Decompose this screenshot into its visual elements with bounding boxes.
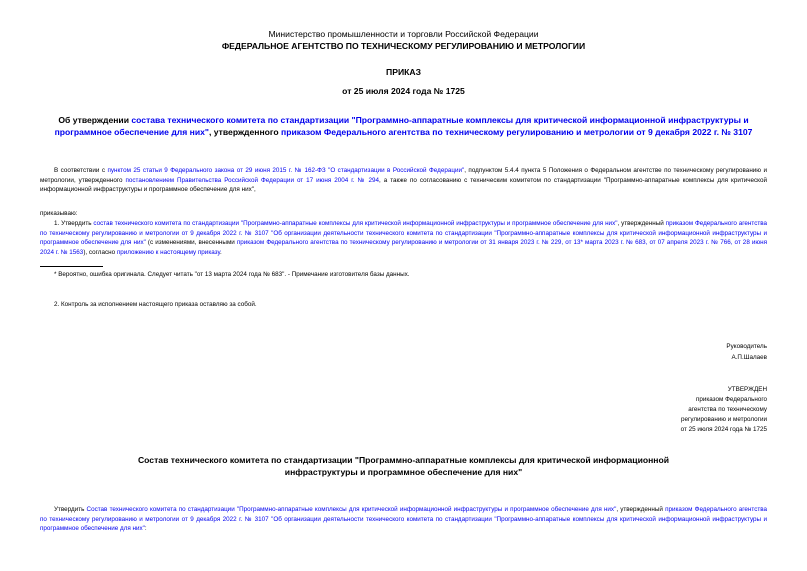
preamble-text-3: , а также по согласованию с техническим комитетом по стандартизации "Программно-аппаратные комплексы для критической информационной инфраструктуры и программное обеспечение для них", [40, 176, 768, 193]
preamble-link-law[interactable]: пунктом 25 статьи 9 Федерального закона от 29 июня 2015 г. № 162-ФЗ "О стандартизации в Российской Федерации" [107, 167, 465, 174]
item1-link-appendix[interactable]: приложению к настоящему приказу [116, 248, 220, 256]
appendix-text-2: , утвержденный [616, 506, 666, 513]
preamble-paragraph [40, 166, 767, 195]
order-heading: ПРИКАЗ [386, 67, 421, 77]
item1-link-composition[interactable]: состав технического комитета по стандартизации "Программно-аппаратные комплексы для критической информационной инфраструктуры и программное обеспечение для них" [93, 220, 618, 227]
approved-label: УТВЕРЖДЕН [727, 386, 767, 393]
item1-text-3: (с изменениями, внесенными [145, 239, 237, 246]
approved-line-2: агентства по техническому [688, 406, 767, 413]
item1-text-5: . [220, 248, 222, 256]
order-word: приказываю: [40, 210, 78, 217]
signature-position: Руководитель [726, 343, 767, 350]
appendix-paragraph [40, 505, 767, 534]
approved-line-3: регулированию и метрологии [681, 416, 767, 423]
appendix-link-composition[interactable]: Состав технического комитета по стандартизации "Программно-аппаратные комплексы для критической информационной инфраструктуры и программное обеспечение для них" [86, 506, 617, 513]
title-prefix: Об утверждении [58, 115, 132, 125]
ministry-name: Министерство промышленности и торговли Российской Федерации [268, 29, 539, 39]
item-2-paragraph: 2. Контроль за исполнением настоящего приказа оставляю за собой. [54, 301, 257, 308]
footnote-divider [40, 266, 103, 267]
title-link-order[interactable]: приказом Федерального агентства по техническому регулированию и метрологии от 9 декабря 2022 г. № 3107 [281, 126, 753, 137]
agency-name: ФЕДЕРАЛЬНОЕ АГЕНТСТВО ПО ТЕХНИЧЕСКОМУ РЕГУЛИРОВАНИЮ И МЕТРОЛОГИИ [221, 41, 586, 51]
item1-text-2: , утвержденный [617, 220, 666, 227]
signature-name: А.П.Шалаев [731, 354, 767, 361]
order-title [40, 115, 767, 138]
title-middle: , утвержденного [209, 126, 282, 137]
order-date: от 25 июля 2024 года № 1725 [342, 86, 465, 96]
appendix-text-1: Утвердить [54, 506, 87, 513]
appendix-text-3: : [144, 525, 147, 532]
item1-text-4: ), согласно [83, 248, 117, 256]
preamble-text-2: , подпунктом 5.4.4 пункта 5 Положения о Федеральном агентстве по техническому регулированию и метрологии, утвержденного [40, 167, 767, 184]
footnote: * Вероятно, ошибка оригинала. Следует читать "от 13 марта 2024 года № 683". - Примечание изготовителя базы данных. [54, 271, 410, 278]
item1-link-amendments[interactable]: приказом Федерального агентства по техническому регулированию и метрологии от 31 января 2023 г. № 229, от 13* марта 2023 г. № 683, от 07 апреля 2023 г. № 766, от 28 июня 2024 г. № 1563 [40, 239, 768, 256]
item1-link-order-3107[interactable]: приказом Федерального агентства по техническому регулированию и метрологии от 9 декабря 2022 г. № 3107 "Об организации деятельности технического комитета по стандартизации "Программно-аппаратные комплексы для критической информационной инфраструктуры и программное обеспечение для них" [40, 220, 768, 246]
preamble-text-1: В соответствии с [54, 167, 108, 174]
title-link-committee[interactable]: состава технического комитета по стандартизации "Программно-аппаратные комплексы для критической информационной инфраструктуры и программное обеспечение для них" [54, 115, 749, 137]
item-1-paragraph [40, 219, 767, 257]
preamble-link-resolution[interactable]: постановлением Правительства Российской Федерации от 17 июня 2004 г. № 294 [125, 176, 379, 184]
approved-line-4: от 25 июля 2024 года № 1725 [680, 426, 767, 433]
appendix-title: Состав технического комитета по стандартизации "Программно-аппаратные комплексы для критической информационной инфраструктуры и программное обеспечение для них" [137, 455, 670, 477]
approved-line-1: приказом Федерального [695, 396, 767, 403]
item1-text-1: 1. Утвердить [54, 220, 94, 227]
appendix-link-order-3107[interactable]: приказом Федерального агентства по техническому регулированию и метрологии от 9 декабря 2022 г. № 3107 "Об организации деятельности технического комитета по стандартизации "Программно-аппаратные комплексы для критической информационной инфраструктуры и программное обеспечение для них" [40, 506, 768, 532]
